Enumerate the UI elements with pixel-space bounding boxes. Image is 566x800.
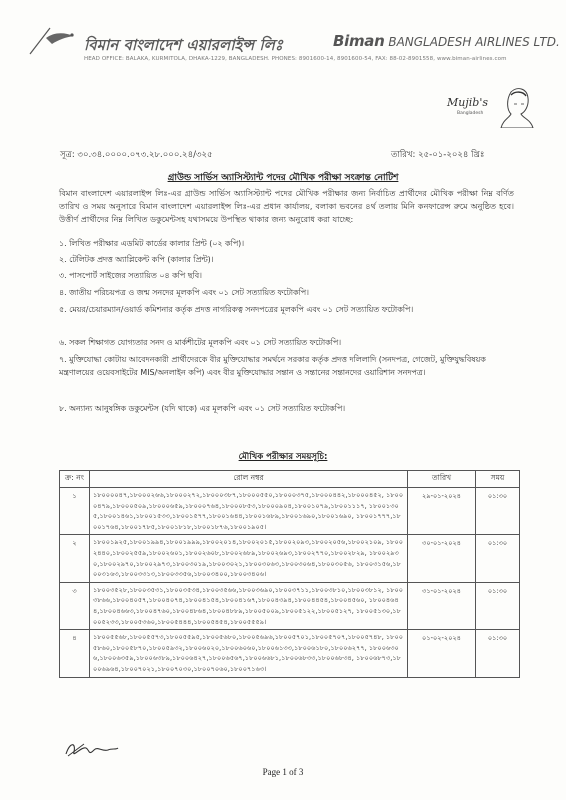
portrait-icon <box>497 86 535 128</box>
header-time: সময় <box>476 471 520 488</box>
list-item: ৭. মুক্তিযোদ্ধা কোটায় আবেদনকারী প্রার্থীদেরকে বীর মুক্তিযোদ্ধার সমর্থনে সরকার কর্তৃক প্রদত্ত দলিলাদি (সনদপত্র, গেজেট, মুক্তিযুদ্ধবিষয়ক মন্ত্রণালয়ের ওয়েবসাইটের MIS/অনলাইন কপি) এবং বীর মুক্তিযোদ্ধার সন্তান ও সন্তানের সন্তানদের ওয়ারিশান সনদপত্র। <box>59 355 486 377</box>
letterhead-bangladesh-airlines: BANGLADESH AIRLINES LTD. <box>384 35 560 49</box>
row-serial: ১ <box>60 488 90 535</box>
row-time: ০১:৩০ <box>476 582 520 629</box>
header-date: তারিখ <box>408 471 476 488</box>
list-item: ৮. অন্যান্য আনুষঙ্গিক ডকুমেন্টস (যদি থাকে) এর মূলকপি এবং ০১ সেট সত্যায়িত ফটোকপি। <box>59 404 346 413</box>
biman-stork-logo-icon <box>28 24 80 58</box>
list-item: ৫. মেয়র/চেয়ারম্যান/ওয়ার্ড কমিশনার কর্তৃক প্রদত্ত নাগরিকত্ব সনদপত্রের মূলকপি এবং ০১ সেট সত্যায়িত ফটোকপি। <box>59 305 414 314</box>
row-rolls: ১৮০০০০৪৭,১৮০০০২৬৬,১৮০০০২৭২,১৮০০০৩৮৭,১৮০০০৫৫০,১৮০০০৩৭৫,১৮০০০৪৪২,১৮০০০৪৫২, ১৮০০০৪৭৯,১৮০০০৫০৯,১৮০০০৬৫৯,১৮০০০৭৬৪,১৮০০০৮৫৩,১৮০০০৯০৪,১৮০০১০৭৯,১৮০০১১১৭, ১৮০০১৩০৫,১৮০০১৪৬১,১৮০০১৫৩৩,১৮০০১৫৭৭,১৮০০১৬৪৪,১৮০০১৬৮৯,১৮০০১৬৯০,১৮০০১৬৯০, ১৮০০১৭৭৭,১৮০০১৭৬৪,১৮০০১৭৮৫,১৮০০১৮১৮,১৮০০১৮৭৬,১৮০০১৯০৫। <box>89 488 407 535</box>
list-item: ৪. জাতীয় পরিচয়পত্র ও জন্ম সনদের মূলকপি এবং ০১ সেট সত্যায়িত ফটোকপি। <box>59 288 309 297</box>
row-time: ০১:৩০ <box>476 488 520 535</box>
header-roll: রোল নম্বর <box>89 471 407 488</box>
row-serial: ২ <box>60 535 90 582</box>
mujib-logo <box>447 86 537 130</box>
mujib-logo-subtext: Bangladesh <box>457 111 484 116</box>
letterhead <box>28 20 560 68</box>
table-row <box>60 630 520 677</box>
table-header-row <box>60 471 520 488</box>
row-date: ৩০-০১-২০২৪ <box>408 535 476 582</box>
list-item: ৬. সকল শিক্ষাগত যোগ্যতার সনদ ও মার্কশীটের মূলকপি এবং ০১ সেট সত্যায়িত ফটোকপি। <box>59 338 342 347</box>
mujib-logo-text: Mujib's <box>447 96 488 109</box>
letterhead-biman: Biman <box>333 32 385 50</box>
table-row <box>60 488 520 535</box>
letterhead-english-name <box>333 32 560 50</box>
row-rolls: ১৮০০১৯২৫,১৮০০১৯৯৪,১৮০০১৯৯৯,১৮০০২০১৪,১৮০০২০১৫,১৮০০২০৯৩,১৮০০২০৫৬,১৮০০২১০৯, ১৮০০২৪৪০,১৮০০২৫৫৯,১৮০০২৬০১,১৮০০২৬০৮,১৮০০২৬৮৯,১৮০০২৬৯৩,১৮০০২৭৭০,১৮০০২৮২৯, ১৮০০২৯৩০,১৮০০২৯৭০,১৮০০২৯৭৩,১৮০০৩০১৯,১৮০০৩০২১,১৮০০৩০৬৩,১৮০০৩০৬৪,১৮০০৩০৫৬, ১৮০০৩১৫৬,১৮০০৩১৬৩,১৮০০৩৩১৩,১৮০০৩৩৫৬,১৮০০৩৪০০,১৮০০৩৪০৬। <box>89 535 407 582</box>
list-item: ৩. পাসপোর্ট সাইজের সত্যায়িত ০৪ কপি ছবি। <box>59 271 203 280</box>
list-item: ১. লিখিত পরীক্ষার এডমিট কার্ডের কালার প্রিন্ট (০২ কপি)। <box>59 239 245 248</box>
signature-icon <box>62 738 122 760</box>
row-rolls: ১৮০০৩৫২৮,১৮০০৩৫৩১,১৮০০৩৫৩৪,১৮০০৩৫৬৬,১৮০০৩৬৯০,১৮০০৩৭১১,১৮০০৩৮১০,১৮০০৩৮১২, ১৮০০৩৮৬৬,১৮০০৪০৫৭,১৮০০৪০৭৪,১৮০০৪১৫৪,১৮০০৪১৬৭,১৮০০৪৩৯৪,১৮০০৪৪৫৪,১৮০০৪৫৬০, ১৮০০৪৬৪৪,১৮০০৪৬৬৩,১৮০০৪৭৬০,১৮০০৪৮৬৪,১৮০০৪৮৮৯,১৮০০৫০০৯,১৮০০৫১২২,১৮০০৫১২৭, ১৮০০৫১৩০,১৮০০৫২৩৩,১৮০০৫৩৬০,১৮০০৫৪৪৪,১৮০০৫৪৫৪,১৮০০৫৫৫৯। <box>89 582 407 629</box>
row-date: ৩১-০১-২০২৪ <box>408 582 476 629</box>
page-number: Page 1 of 3 <box>262 767 304 777</box>
row-time: ০১:৩০ <box>476 630 520 677</box>
letterhead-address: HEAD OFFICE: BALAKA, KURMITOLA, DHAKA-1229, BANGLADESH. PHONES: 8901600-14, 8901600-54, FAX: 88-02-8901558, www.biman-airlines.com <box>84 56 507 62</box>
row-rolls: ১৮০০৫৫৬৮,১৮০০৫৫৭৩,১৮০০৫৫৯৫,১৮০০৫৬৮০,১৮০০৫৬৯৬,১৮০০৫৭০১,১৮০০৫৭০৭,১৮০০৫৭৪৮, ১৮০০৫৮৬০,১৮০০৫৮৭০,১৮০০৫৯৩২,১৮০০৬০২০,১৮০০৬০৬০,১৮০০৬১৩৩,১৮০০৬১৮০,১৮০০৬২৭৭, ১৮০০৬৩০৬,১৮০০৬৩৫৯,১৮০০৬৩৮৯,১৮০০৬৪২৭,১৮০০৬৫৬৭,১৮০০৬৬৮১,১৮০০৬৮৩৩,১৮০০৬৮৩৪, ১৮০০৬৮৭৩,১৮০০৬৯৬৪,১৮০০৭০২১,১৮০০৭০৩০,১৮০০৭০৬০,১৮০০৭১৬৩। <box>89 630 407 677</box>
row-date: ২৯-০১-২০২৪ <box>408 488 476 535</box>
schedule-title: মৌখিক পরীক্ষার সময়সূচি: <box>238 452 328 462</box>
notice-paragraph: বিমান বাংলাদেশ এয়ারলাইন্স লিঃ-এর গ্রাউন্ড সার্ভিস অ্যাসিস্ট্যান্ট পদের মৌখিক পরীক্ষার জন্য নির্বাচিত প্রার্থীদের মৌখিক পরীক্ষা নিম্ন বর্ণিত তারিখ ও সময় অনুসারে বিমান বাংলাদেশ এয়ারলাইন্স লিঃ-এর প্রধান কার্যালয়, বলাকা ভবনের ৪র্থ তলায় মিনি কনফারেন্স রুমে অনুষ্ঠিত হবে। উত্তীর্ণ প্রার্থীদের নিম্ন লিখিত ডকুমেন্টসহ যথাসময়ে উপস্থিত থাকার জন্য অনুরোধ করা যাচ্ছে: <box>59 188 514 225</box>
row-date: ০১-০২-২০২৪ <box>408 630 476 677</box>
table-row <box>60 582 520 629</box>
reference-number: সূত্র: ৩০.৩৪.০০০০.০৭৩.২৮.০০০.২৪/৩২৫ <box>60 150 213 160</box>
header-serial: ক্র: নং <box>60 471 90 488</box>
table-row <box>60 535 520 582</box>
list-item: ২. টেলিটক প্রদত্ত অ্যাপ্লিকেন্ট কপি (কালার প্রিন্ট)। <box>59 255 214 264</box>
notice-title: গ্রাউন্ড সার্ভিস অ্যাসিস্ট্যান্ট পদের মৌখিক পরীক্ষা সংক্রান্ত নোটিশ <box>167 173 399 183</box>
row-serial: ৩ <box>60 582 90 629</box>
row-time: ০১:৩০ <box>476 535 520 582</box>
letterhead-bangla-name: বিমান বাংলাদেশ এয়ারলাইন্স লিঃ <box>84 36 283 54</box>
row-serial: ৪ <box>60 630 90 677</box>
schedule-table <box>59 470 520 678</box>
notice-date: তারিখ: ২৫-০১-২০২৪ খ্রিঃ <box>391 150 485 160</box>
